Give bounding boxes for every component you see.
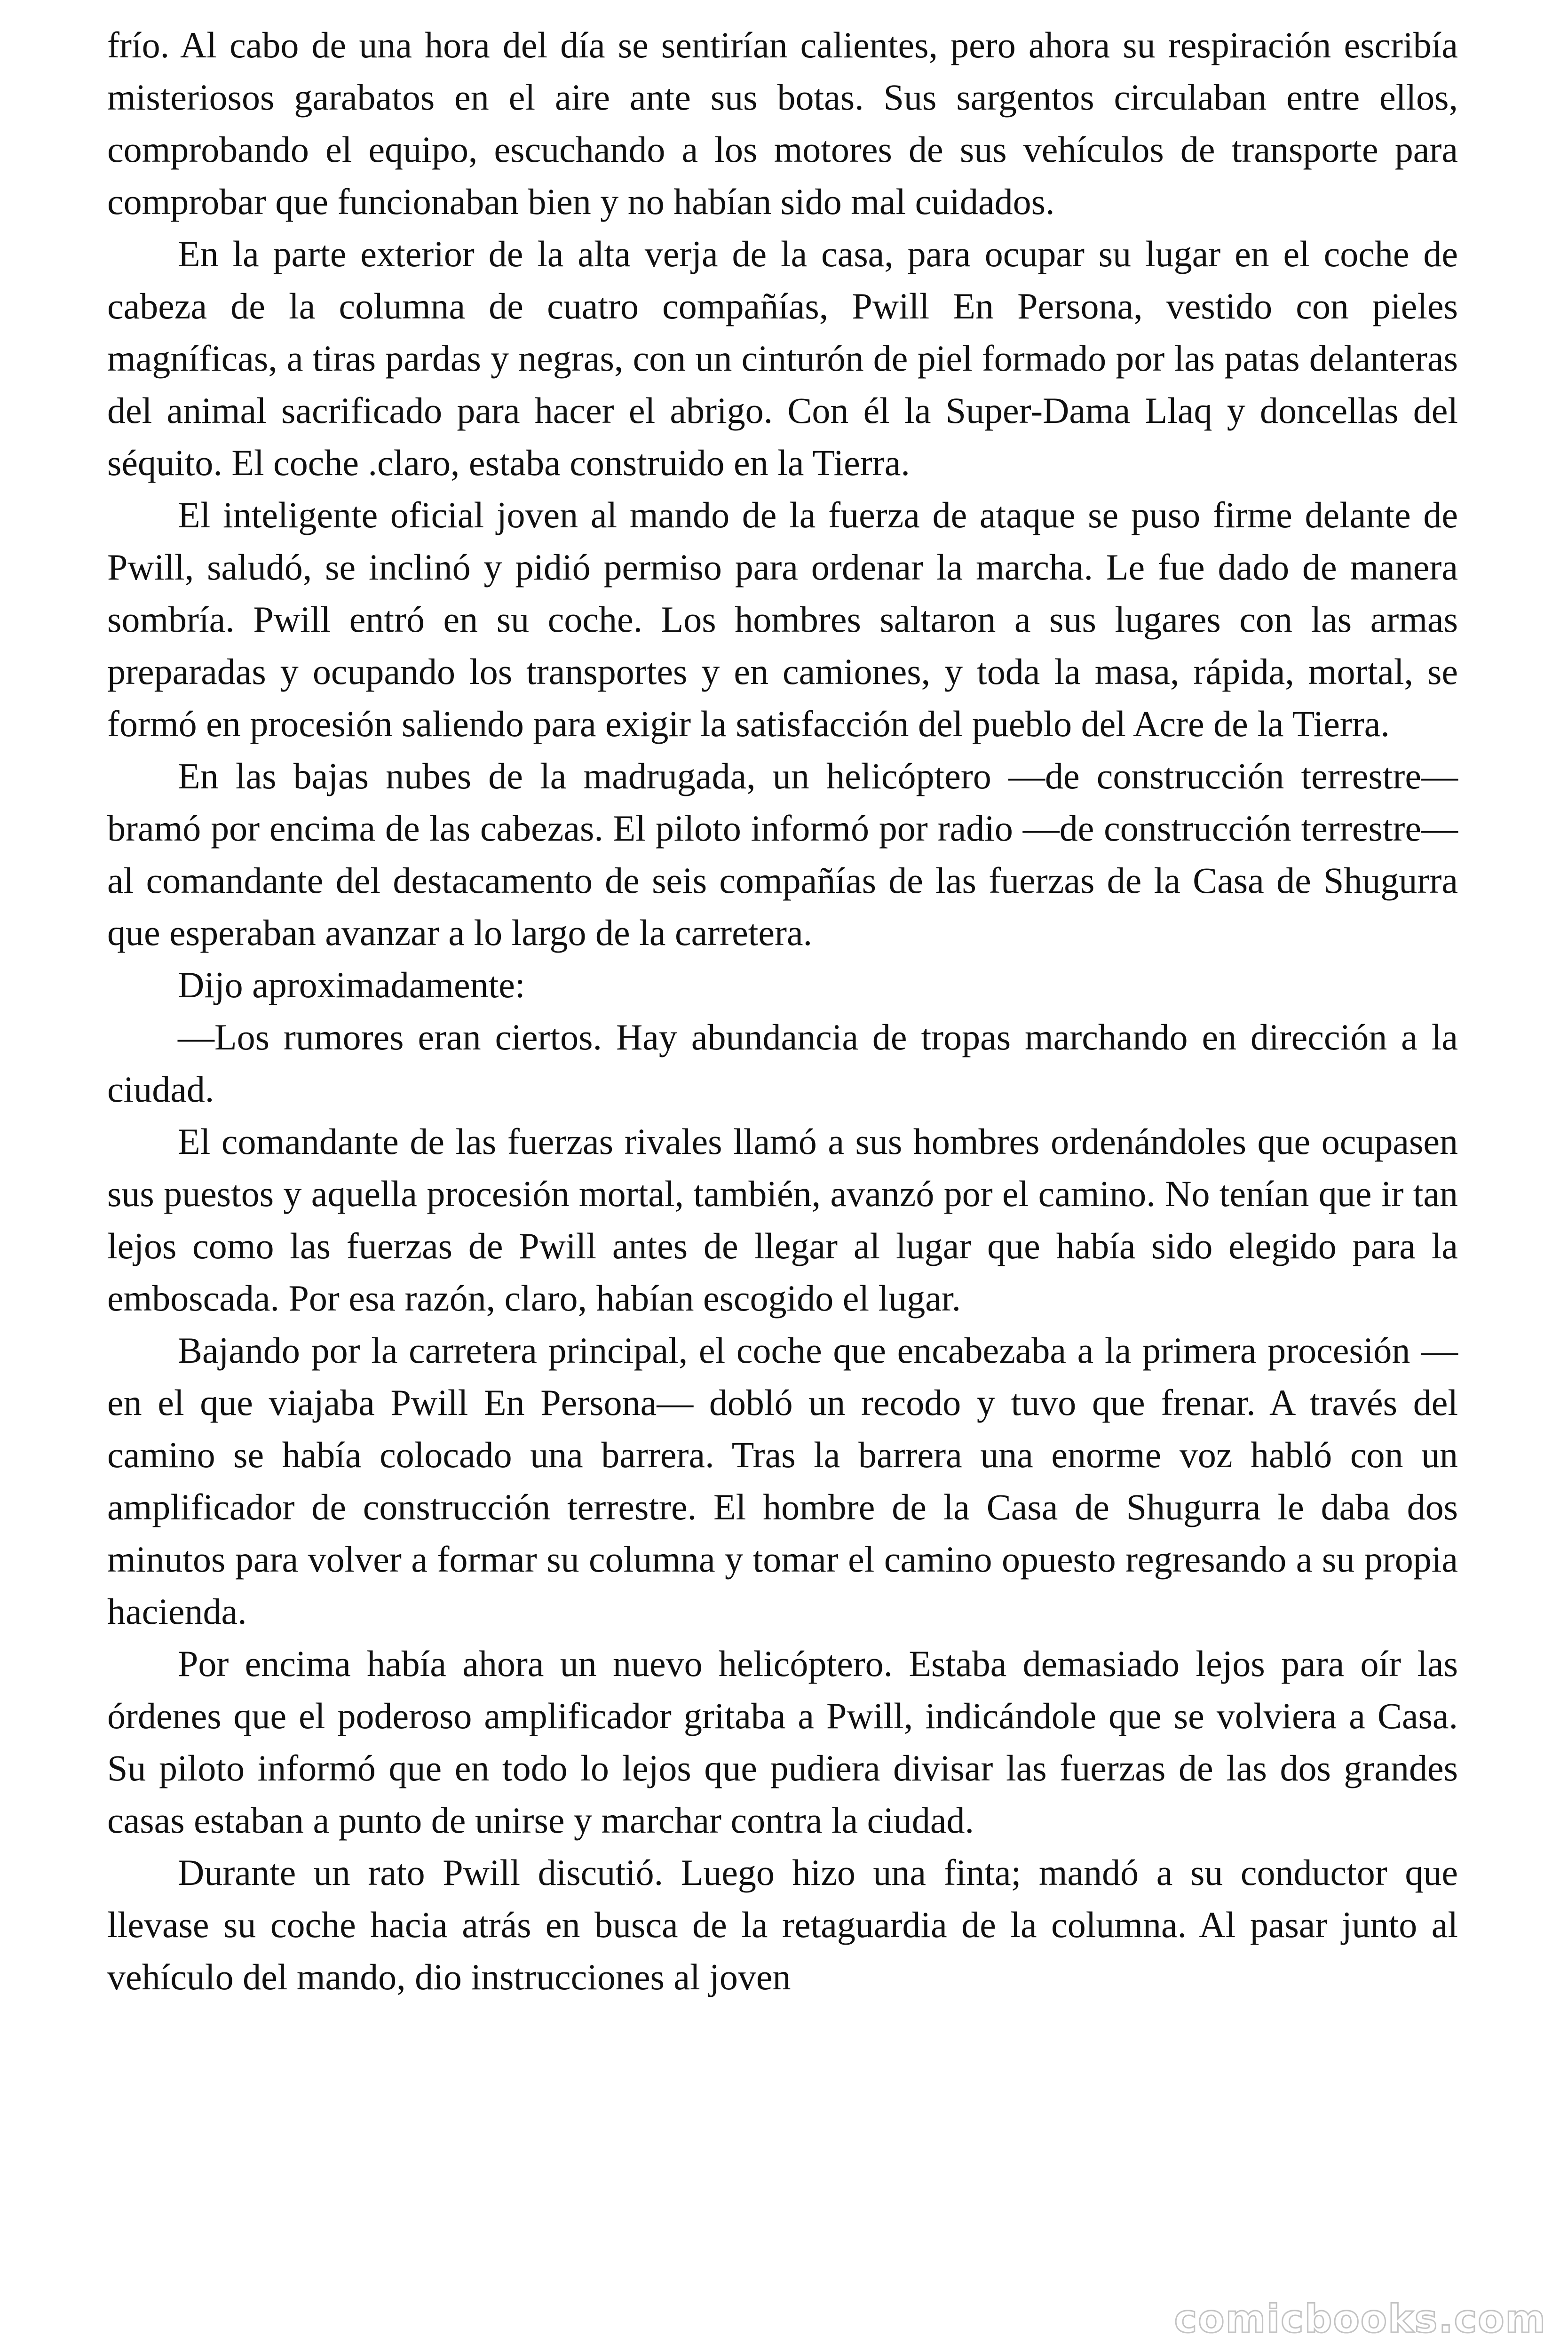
paragraph-2: En la parte exterior de la alta verja de la casa, para ocupar su lugar en el coche de cabeza de la columna de cuatro compañías, Pwill En Persona, vestido con pieles magníficas, a tiras pardas y negras, con un cinturón de piel formado por las patas delanteras del animal sacrificado para hacer el abrigo. Con él la Super-Dama Llaq y doncellas del séquito. El coche .claro, estaba construido en la Tierra. (107, 233, 1458, 483)
paragraph-6: —Los rumores eran ciertos. Hay abundancia de tropas marchando en dirección a la ciudad. (107, 1017, 1458, 1110)
paragraph-4: En las bajas nubes de la madrugada, un helicóptero —de construcción terrestre— bramó por encima de las cabezas. El piloto informó por radio —de construcción terrestre— al comandante del destacamento de seis compañías de las fuerzas de la Casa de Shugurra que esperaban avanzar a lo largo de la carretera. (107, 755, 1458, 953)
paragraph-10: Durante un rato Pwill discutió. Luego hizo una finta; mandó a su conductor que llevase su coche hacia atrás en busca de la retaguardia de la columna. Al pasar junto al vehículo del mando, dio instrucciones al joven (107, 1852, 1458, 1997)
paragraph-1: frío. Al cabo de una hora del día se sentirían calientes, pero ahora su respiración escribía misteriosos garabatos en el aire ante sus botas. Sus sargentos circulaban entre ellos, comprobando el equipo, escuchando a los motores de sus vehículos de transporte para comprobar que funcionaban bien y no habían sido mal cuidados. (107, 24, 1458, 222)
paragraph-8: Bajando por la carretera principal, el coche que encabezaba a la primera procesión —en el que viajaba Pwill En Persona— dobló un recodo y tuvo que frenar. A través del camino se había colocado una barrera. Tras la barrera una enorme voz habló con un amplificador de construcción terrestre. El hombre de la Casa de Shugurra le daba dos minutos para volver a formar su columna y tomar el camino opuesto regresando a su propia hacienda. (107, 1330, 1458, 1632)
page-body (107, 19, 1458, 2003)
paragraph-7: El comandante de las fuerzas rivales llamó a sus hombres ordenándoles que ocupasen sus puestos y aquella procesión mortal, también, avanzó por el camino. No tenían que ir tan lejos como las fuerzas de Pwill antes de llegar al lugar que había sido elegido para la emboscada. Por esa razón, claro, habían escogido el lugar. (107, 1121, 1458, 1319)
paragraph-9: Por encima había ahora un nuevo helicóptero. Estaba demasiado lejos para oír las órdenes que el poderoso amplificador gritaba a Pwill, indicándole que se volviera a Casa. Su piloto informó que en todo lo lejos que pudiera divisar las fuerzas de las dos grandes casas estaban a punto de unirse y marchar contra la ciudad. (107, 1643, 1458, 1841)
paragraph-3: El inteligente oficial joven al mando de la fuerza de ataque se puso firme delante de Pwill, saludó, se inclinó y pidió permiso para ordenar la marcha. Le fue dado de manera sombría. Pwill entró en su coche. Los hombres saltaron a sus lugares con las armas preparadas y ocupando los transportes y en camiones, y toda la masa, rápida, mortal, se formó en procesión saliendo para exigir la satisfacción del pueblo del Acre de la Tierra. (107, 494, 1458, 744)
paragraph-5: Dijo aproximadamente: (178, 964, 525, 1005)
watermark: comicbooks.com (1174, 2297, 1546, 2342)
